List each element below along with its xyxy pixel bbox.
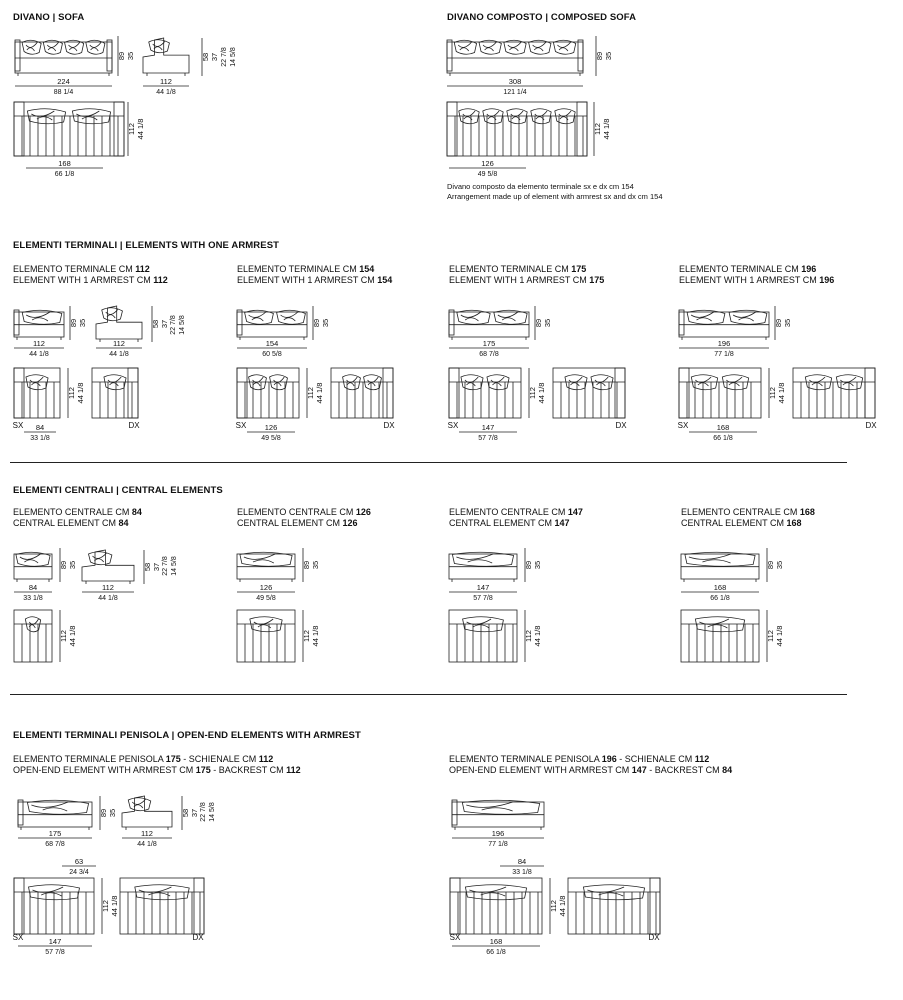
dimension-label: 37 [190, 808, 199, 818]
dimension-label: 33 1/8 [23, 595, 43, 602]
composed-note-it: Divano composto da elemento terminale sx e dx cm 154 [447, 182, 634, 191]
front-view [237, 554, 295, 582]
armrest [450, 878, 460, 934]
dimension-label: 35 [543, 318, 552, 328]
dimension-label: 168 [713, 583, 727, 592]
cushion-crease [483, 42, 496, 51]
dimension-label: 88 1/4 [53, 89, 74, 96]
dimension-label: 35 [78, 318, 87, 328]
dimension-label: 168 [489, 937, 503, 946]
cushion-crease [733, 312, 756, 321]
dimension-label: 112 [59, 630, 68, 642]
cushion-crease [466, 802, 512, 811]
plan-view [553, 368, 625, 418]
dimension-label: 35 [126, 51, 135, 61]
dimension-label: 84 [28, 583, 38, 592]
cushion-crease [31, 111, 54, 120]
dimension-label: 126 [259, 583, 273, 592]
dimension-label: 66 1/8 [713, 435, 733, 442]
dimension-label: 44 1/8 [68, 625, 77, 647]
plan-view [679, 368, 761, 418]
dimension-label: 112 [549, 900, 558, 912]
cushion-crease [465, 377, 478, 386]
composed-note-en: Arrangement made up of element with armrest sx and dx cm 154 [447, 192, 663, 201]
dimension-label: 57 7/8 [45, 949, 65, 956]
dimension-label: 112 [127, 123, 136, 135]
cushion-crease [254, 619, 273, 628]
cushion [102, 308, 123, 321]
dimension-label: 44 1/8 [98, 595, 118, 602]
dx-label: DX [615, 421, 627, 430]
armrest [128, 368, 138, 418]
plan-outline [449, 368, 521, 418]
armrest [679, 368, 689, 418]
cushion-crease [30, 377, 43, 386]
plan-view [450, 878, 542, 934]
dimension-label: 44 1/8 [602, 118, 611, 140]
dimension-label: 66 1/8 [710, 595, 730, 602]
dimension-label: 58 [151, 319, 160, 329]
plan-view [14, 368, 60, 418]
sx-label: SX [449, 933, 461, 942]
cushion-crease [840, 377, 856, 386]
side-outline [143, 38, 189, 73]
peninsula-175-label: ELEMENTO TERMINALE PENISOLA 175 - SCHIENALE CM 112 OPEN-END ELEMENT WITH ARMREST CM 175 - BACKREST CM 112 [13, 754, 301, 775]
plan-outline [681, 610, 759, 662]
armrest [449, 310, 454, 335]
cushion-crease [33, 887, 64, 896]
dimension-label: 35 [783, 318, 792, 328]
armrest [679, 310, 684, 335]
cushion-crease [253, 377, 264, 386]
dimension-label: 112 [113, 339, 125, 348]
cushion-crease [108, 377, 121, 386]
dimension-label: 35 [321, 318, 330, 328]
front-view [18, 800, 92, 830]
side-view [122, 796, 172, 830]
dimension-label: 58 [181, 808, 190, 818]
dx-label: DX [192, 933, 204, 942]
dimension-label: 112 [766, 630, 775, 642]
dimension-label: 24 3/4 [69, 869, 89, 876]
cushion-crease [587, 887, 624, 896]
dimension-label: 147 [476, 583, 490, 592]
dimension-label: 22 7/8 [200, 802, 207, 822]
side-outline [122, 796, 172, 827]
cushion-crease [498, 312, 518, 321]
dimension-label: 35 [68, 560, 77, 570]
plan-outline [449, 610, 517, 662]
dimension-label: 147 [481, 423, 495, 432]
cushion-crease [456, 554, 493, 563]
dimension-label: 49 5/8 [261, 435, 281, 442]
dimension-label: 35 [604, 51, 613, 61]
dimension-label: 63 [74, 857, 84, 866]
dimension-label: 66 1/8 [54, 171, 75, 178]
cushion-crease [26, 312, 50, 321]
plan-view [331, 368, 393, 418]
terminal-154-label: ELEMENTO TERMINALE CM 154 ELEMENT WITH 1 ARMREST CM 154 [237, 264, 393, 285]
armrest [14, 310, 19, 335]
dimension-label: 44 1/8 [137, 841, 157, 848]
cushion-crease [467, 619, 491, 628]
cushion-crease [691, 312, 714, 321]
plan-outline [679, 368, 761, 418]
dx-label: DX [383, 421, 395, 430]
dimension-label: 126 [481, 159, 494, 168]
dimension-label: 196 [717, 339, 731, 348]
front-view [15, 40, 112, 76]
cushion-crease [458, 42, 471, 51]
dimension-label: 44 1/8 [775, 625, 784, 647]
armrest [452, 800, 457, 825]
side-outline [82, 550, 134, 581]
dimension-label: 44 1/8 [558, 895, 567, 917]
dimension-label: 14 5/8 [179, 315, 186, 335]
dimension-label: 37 [152, 562, 161, 572]
cushion-crease [76, 111, 99, 120]
dimension-label: 44 1/8 [777, 382, 786, 404]
side-view [82, 550, 134, 584]
side-view [96, 306, 142, 342]
dimension-label: 112 [141, 829, 153, 838]
dx-label: DX [865, 421, 877, 430]
cushion-crease [281, 312, 298, 321]
dimension-label: 44 1/8 [109, 351, 129, 358]
dimension-label: 84 [35, 423, 45, 432]
dimension-label: 22 7/8 [162, 556, 169, 576]
dimension-label: 37 [210, 52, 219, 62]
terminal-196-label: ELEMENTO TERMINALE CM 196 ELEMENT WITH 1 ARMREST CM 196 [679, 264, 835, 285]
dimension-label: 89 [69, 318, 78, 328]
cushion-crease [595, 377, 608, 386]
armrest [18, 800, 23, 825]
dimension-label: 44 1/8 [311, 625, 320, 647]
sx-label: SX [12, 933, 24, 942]
section-title-composed-sofa: DIVANO COMPOSTO | COMPOSED SOFA [447, 12, 637, 23]
armrest [194, 878, 204, 934]
dimension-label: 35 [533, 560, 542, 570]
plan-outline [120, 878, 204, 934]
cushion-crease [20, 554, 41, 563]
sx-label: SX [677, 421, 689, 430]
cushion [89, 552, 112, 565]
dimension-label: 57 7/8 [478, 435, 498, 442]
plan-outline [92, 368, 138, 418]
dimension-label: 89 [595, 51, 604, 61]
dimension-label: 112 [101, 900, 110, 912]
dimension-label: 89 [312, 318, 321, 328]
armrest [615, 368, 625, 418]
cushion-crease [726, 377, 742, 386]
dimension-label: 89 [59, 560, 68, 570]
front-view [679, 310, 769, 340]
cushion-crease [47, 42, 58, 51]
dimension-label: 77 1/8 [714, 351, 734, 358]
cushion-crease [508, 42, 521, 51]
armrest [107, 40, 112, 71]
cushion-crease [511, 111, 523, 120]
dimension-label: 14 5/8 [209, 802, 216, 822]
armrest [237, 368, 247, 418]
dimension-label: 126 [264, 423, 278, 432]
sx-label: SX [447, 421, 459, 430]
cushion-crease [347, 377, 358, 386]
dimension-label: 112 [306, 387, 315, 399]
cushion-crease [569, 377, 582, 386]
dimension-label: 44 1/8 [315, 382, 324, 404]
plan-outline [568, 878, 660, 934]
dimension-label: 35 [311, 560, 320, 570]
dx-label: DX [648, 933, 660, 942]
armrest [15, 40, 20, 71]
dimension-label: 112 [102, 583, 114, 592]
armrest [447, 40, 452, 71]
dimension-label: 196 [491, 829, 505, 838]
dimension-label: 44 1/8 [537, 382, 546, 404]
section-title-sofa: DIVANO | SOFA [13, 12, 85, 23]
cushion-crease [90, 42, 101, 51]
dimension-label: 89 [774, 318, 783, 328]
dimension-label: 112 [33, 339, 45, 348]
dimension-label: 14 5/8 [171, 556, 178, 576]
dimension-label: 112 [768, 387, 777, 399]
central-84-label: ELEMENTO CENTRALE CM 84 CENTRAL ELEMENT CM 84 [13, 507, 142, 528]
dimension-label: 44 1/8 [136, 118, 145, 140]
section-title-terminal-elements: ELEMENTI TERMINALI | ELEMENTS WITH ONE ARMREST [13, 240, 280, 251]
dimension-label: 112 [302, 630, 311, 642]
central-147-label: ELEMENTO CENTRALE CM 147 CENTRAL ELEMENT CM 147 [449, 507, 583, 528]
dimension-label: 89 [117, 51, 126, 61]
cushion [128, 798, 151, 811]
dimension-label: 22 7/8 [221, 47, 228, 67]
plan-view [793, 368, 875, 418]
armrest [578, 40, 583, 71]
cushion-crease [69, 42, 80, 51]
central-126-label: ELEMENTO CENTRALE CM 126 CENTRAL ELEMENT CM 126 [237, 507, 371, 528]
armrest [14, 102, 24, 156]
dimension-label: 44 1/8 [29, 351, 49, 358]
terminal-112-label: ELEMENTO TERMINALE CM 112 ELEMENT WITH 1 ARMREST CM 112 [13, 264, 168, 285]
dx-label: DX [128, 421, 140, 430]
dimension-label: 35 [108, 808, 117, 818]
dimension-label: 35 [775, 560, 784, 570]
sofa-body [15, 42, 112, 73]
sx-label: SX [235, 421, 247, 430]
section-title-central-elements: ELEMENTI CENTRALI | CENTRAL ELEMENTS [13, 485, 223, 496]
armrest [14, 878, 24, 934]
dimension-label: 33 1/8 [30, 435, 50, 442]
plan-outline [14, 368, 60, 418]
dimension-label: 77 1/8 [488, 841, 508, 848]
dimension-label: 57 7/8 [473, 595, 493, 602]
central-168-label: ELEMENTO CENTRALE CM 168 CENTRAL ELEMENT CM 168 [681, 507, 815, 528]
dimension-label: 89 [534, 318, 543, 328]
cushion-crease [491, 377, 504, 386]
armrest [577, 102, 587, 156]
side-outline [96, 306, 142, 339]
cushion-crease [274, 377, 285, 386]
armrest [449, 368, 459, 418]
dimension-label: 112 [67, 387, 76, 399]
dimension-label: 112 [160, 77, 172, 86]
plan-view [449, 368, 521, 418]
peninsula-196-label: ELEMENTO TERMINALE PENISOLA 196 - SCHIENALE CM 112 OPEN-END ELEMENT WITH ARMREST CM 147 - BACKREST CM 84 [449, 754, 733, 775]
cushion-crease [249, 312, 266, 321]
cushion [149, 40, 170, 53]
dimension-label: 14 5/8 [230, 47, 237, 67]
plan-outline [450, 878, 542, 934]
dimension-label: 89 [524, 560, 533, 570]
dimension-label: 308 [508, 77, 522, 86]
sx-label: SX [12, 421, 24, 430]
dimension-label: 60 5/8 [262, 351, 282, 358]
cushion-crease [29, 619, 38, 628]
cushion-crease [699, 619, 729, 628]
dimension-label: 44 1/8 [533, 625, 542, 647]
dimension-label: 89 [766, 560, 775, 570]
dimension-label: 168 [58, 159, 71, 168]
dimension-label: 224 [57, 77, 70, 86]
dimension-label: 44 1/8 [156, 89, 176, 96]
dimension-label: 112 [528, 387, 537, 399]
dimension-label: 49 5/8 [256, 595, 276, 602]
plan-view [449, 610, 517, 662]
plan-outline [447, 102, 587, 156]
dimension-label: 112 [524, 630, 533, 642]
plan-view [568, 878, 660, 934]
plan-outline [237, 368, 299, 418]
armrest [865, 368, 875, 418]
front-view [14, 310, 64, 340]
plan-outline [237, 610, 295, 662]
cushion-crease [487, 111, 499, 120]
dimension-label: 154 [265, 339, 279, 348]
cushion-crease [559, 111, 571, 120]
dimension-label: 121 1/4 [503, 89, 527, 96]
cushion-crease [533, 42, 546, 51]
front-view [452, 800, 544, 830]
armrest [114, 102, 124, 156]
plan-view [120, 878, 204, 934]
cushion-crease [557, 42, 570, 51]
dimension-label: 89 [302, 560, 311, 570]
dimension-label: 37 [160, 319, 169, 329]
cushion-crease [463, 111, 475, 120]
armrest [650, 878, 660, 934]
plan-outline [793, 368, 875, 418]
cushion-crease [535, 111, 547, 120]
dimension-label: 112 [593, 123, 602, 135]
dimension-label: 147 [48, 937, 62, 946]
armrest [237, 310, 242, 335]
cushion-crease [244, 554, 275, 563]
cushion-crease [368, 377, 379, 386]
plan-view [447, 102, 587, 156]
cushion-crease [26, 42, 37, 51]
plan-view [237, 368, 299, 418]
plan-view [237, 610, 295, 662]
dimension-label: 175 [48, 829, 62, 838]
terminal-175-label: ELEMENTO TERMINALE CM 175 ELEMENT WITH 1 ARMREST CM 175 [449, 264, 605, 285]
dimension-label: 22 7/8 [170, 315, 177, 335]
dimension-label: 66 1/8 [486, 949, 506, 956]
cushion-crease [461, 312, 481, 321]
cushion-crease [689, 554, 731, 563]
plan-view [681, 610, 759, 662]
cushion-crease [469, 887, 506, 896]
side-view [143, 38, 189, 76]
dimension-label: 84 [517, 857, 527, 866]
plan-outline [553, 368, 625, 418]
front-view [237, 310, 307, 340]
dimension-label: 89 [99, 808, 108, 818]
front-view [449, 310, 529, 340]
plan-outline [331, 368, 393, 418]
dimension-label: 168 [716, 423, 730, 432]
cushion-crease [31, 802, 68, 811]
section-title-peninsula-elements: ELEMENTI TERMINALI PENISOLA | OPEN-END ELEMENTS WITH ARMREST [13, 730, 361, 741]
plan-view [14, 878, 94, 934]
armrest [383, 368, 393, 418]
dimension-label: 68 7/8 [479, 351, 499, 358]
dimension-label: 44 1/8 [76, 382, 85, 404]
plan-view [92, 368, 138, 418]
front-view [447, 40, 583, 76]
dimension-label: 68 7/8 [45, 841, 65, 848]
dimension-label: 58 [201, 52, 210, 62]
armrest [14, 368, 24, 418]
plan-view [14, 610, 52, 662]
armrest [447, 102, 457, 156]
dimension-label: 33 1/8 [512, 869, 532, 876]
dimension-label: 175 [482, 339, 496, 348]
dimension-label: 49 5/8 [477, 171, 498, 178]
dimension-label: 44 1/8 [110, 895, 119, 917]
dimension-label: 58 [143, 562, 152, 572]
